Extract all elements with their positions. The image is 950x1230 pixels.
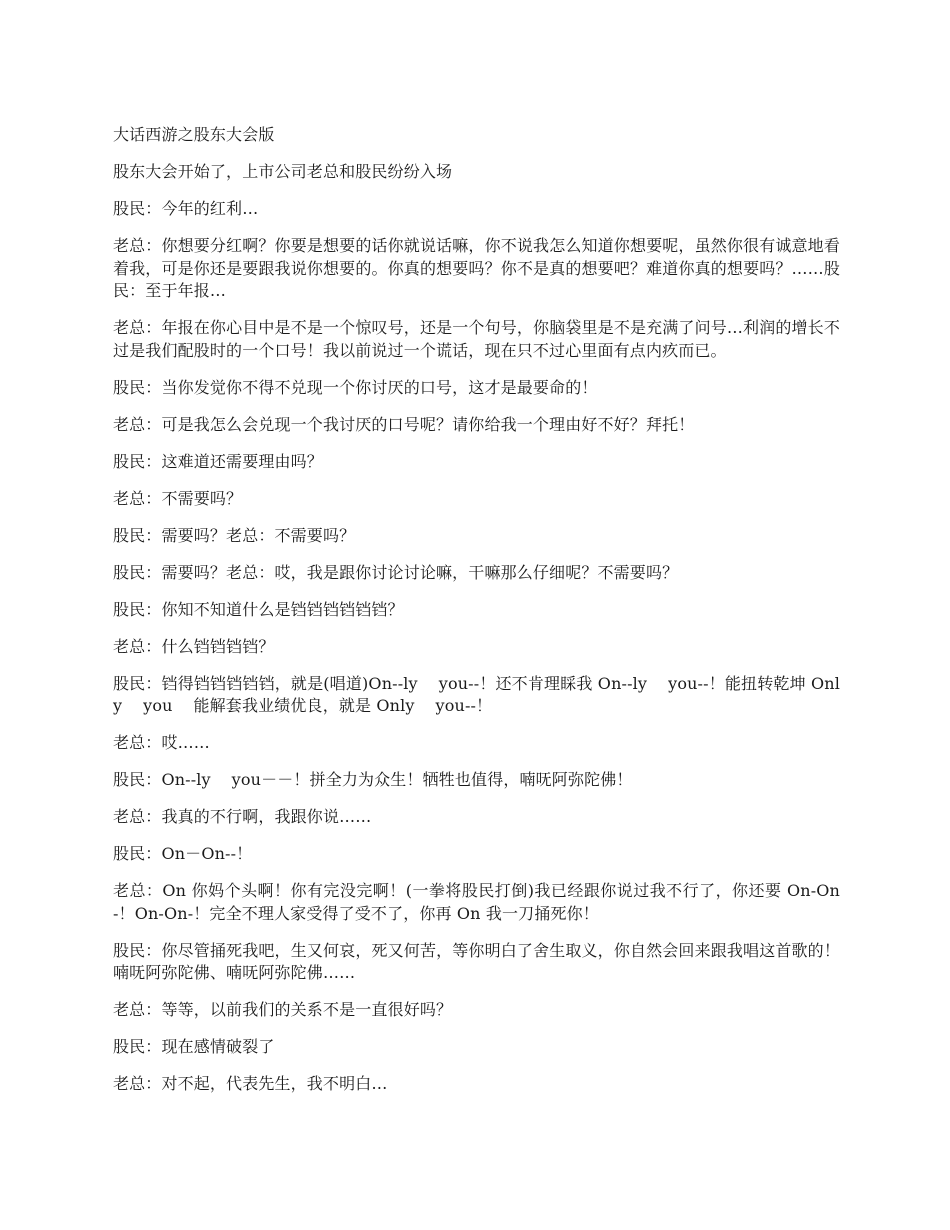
paragraph: 股民：需要吗？老总：哎，我是跟你讨论讨论嘛，干嘛那么仔细呢？不需要吗？: [113, 562, 679, 582]
paragraph: 老总：你想要分红啊？你要是想要的话你就说话嘛，你不说我怎么知道你想要呢，虽然你很有诚意地看着我，可是你还是要跟我说你想要的。你真的想要吗？你不是真的想要吧？难道你真的想要吗？……股民：至于年报…: [113, 236, 840, 300]
document-title: 大话西游之股东大会版: [113, 125, 275, 144]
paragraph: 股民：今年的红利…: [113, 199, 259, 218]
paragraph: 股民：这难道还需要理由吗？: [113, 451, 323, 471]
paragraph: 股民：现在感情破裂了: [113, 1037, 275, 1056]
paragraph: 股东大会开始了，上市公司老总和股民纷纷入场: [113, 162, 453, 181]
paragraph: 老总：我真的不行啊，我跟你说……: [113, 807, 372, 826]
paragraph: 股民：你尽管捅死我吧，生又何哀，死又何苦，等你明白了舍生取义，你自然会回来跟我唱这首歌的！喃呒阿弥陀佛、喃呒阿弥陀佛……: [113, 940, 840, 982]
paragraph: 股民：当你发觉你不得不兑现一个你讨厌的口号，这才是最要命的！: [113, 377, 598, 397]
paragraph: 老总：年报在你心目中是不是一个惊叹号，还是一个句号，你脑袋里是不是充满了问号…利润的增长不过是我们配股时的一个口号！我以前说过一个谎话，现在只不过心里面有点内疚而已。: [113, 318, 840, 360]
paragraph: 老总：不需要吗？: [113, 488, 243, 508]
paragraph: 老总：什么铛铛铛铛？: [113, 636, 275, 656]
paragraph: 股民：你知不知道什么是铛铛铛铛铛铛？: [113, 599, 404, 619]
paragraph: 老总：等等，以前我们的关系不是一直很好吗？: [113, 1000, 453, 1019]
paragraph: 股民：铛得铛铛铛铛铛，就是(唱道)On--ly you--！还不肯理睬我 On--ly you--！能扭转乾坤 Only you 能解套我业绩优良，就是 Only you--！: [113, 673, 840, 715]
paragraph: 老总：可是我怎么会兑现一个我讨厌的口号呢？请你给我一个理由好不好？拜托！: [113, 414, 695, 434]
paragraph: 老总：On 你妈个头啊！你有完没完啊！(一拳将股民打倒)我已经跟你说过我不行了，你还要 On-On-！On-On-！完全不理人家受得了受不了，你再 On 我一刀捅死你！: [113, 881, 840, 923]
paragraph: 老总：哎……: [113, 733, 210, 752]
paragraph: 股民：On－On--！: [113, 844, 253, 863]
paragraph: 股民：On--ly you－－！拼全力为众生！牺牲也值得，喃呒阿弥陀佛！: [113, 770, 633, 789]
paragraph: 老总：对不起，代表先生，我不明白…: [113, 1074, 388, 1093]
paragraph: 股民：需要吗？老总：不需要吗？: [113, 525, 356, 545]
